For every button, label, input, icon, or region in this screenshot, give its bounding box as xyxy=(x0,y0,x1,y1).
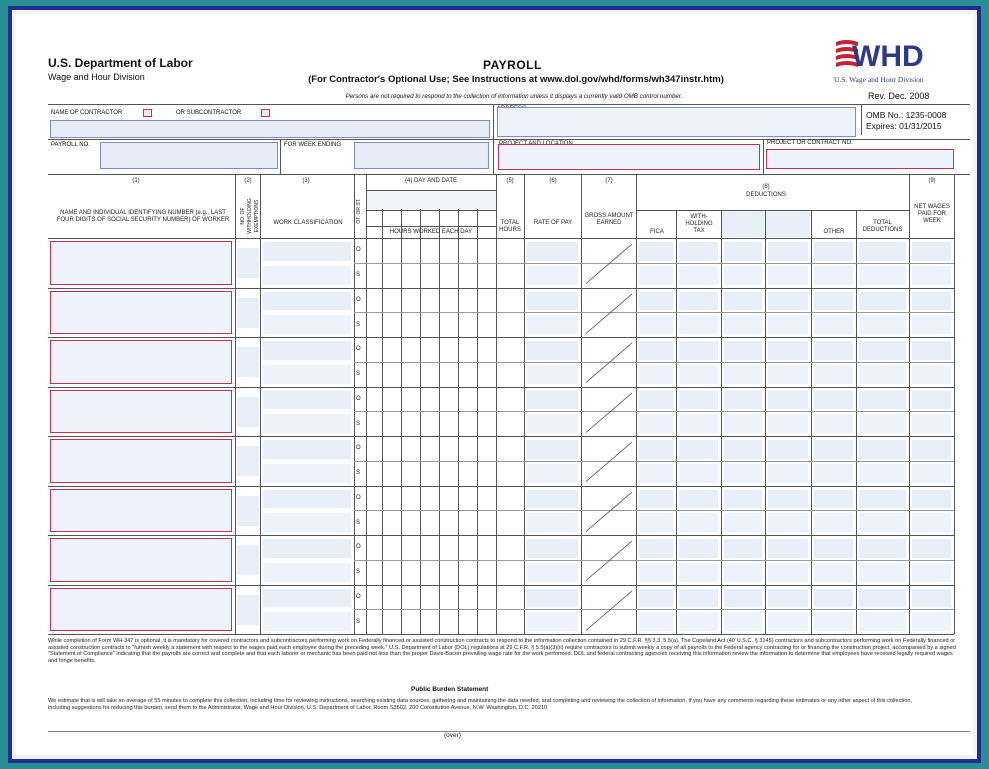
amount-field-s[interactable] xyxy=(639,315,673,334)
os-divider xyxy=(354,362,954,363)
divider xyxy=(280,139,281,174)
gross-amount-diagonal[interactable] xyxy=(582,535,636,585)
amount-field-o[interactable] xyxy=(679,341,718,360)
amount-field-s[interactable] xyxy=(768,513,808,532)
col-sep xyxy=(811,210,812,634)
gross-amount-diagonal[interactable] xyxy=(582,337,636,387)
amount-field-s[interactable] xyxy=(912,315,951,334)
col5-number: (5) xyxy=(506,178,514,184)
amount-field-s[interactable] xyxy=(527,365,578,384)
gross-amount-diagonal[interactable] xyxy=(582,436,636,486)
amount-field-s[interactable] xyxy=(859,266,906,285)
col-sep xyxy=(260,174,261,634)
col-sep xyxy=(676,210,677,634)
amount-field-s[interactable] xyxy=(263,513,351,532)
amount-field-s[interactable] xyxy=(912,365,951,384)
exemptions-field[interactable] xyxy=(237,595,259,625)
amount-field-s[interactable] xyxy=(724,414,762,433)
amount-field-o[interactable] xyxy=(263,341,351,360)
amount-field-s[interactable] xyxy=(263,365,351,384)
document-frame xyxy=(8,6,981,763)
amount-field-o[interactable] xyxy=(679,440,718,459)
amount-field-s[interactable] xyxy=(859,315,906,334)
fica-header: FICA xyxy=(650,229,664,235)
amount-field-o[interactable] xyxy=(768,242,808,261)
col3-header: WORK CLASSIFICATION xyxy=(273,220,343,226)
col8-number: (8) xyxy=(762,184,770,190)
hours-each-day-header: HOURS WORKED EACH DAY xyxy=(389,229,473,235)
os-divider xyxy=(354,312,954,313)
amount-field-o[interactable] xyxy=(768,440,808,459)
amount-field-o[interactable] xyxy=(679,539,718,558)
amount-field-s[interactable] xyxy=(679,513,718,532)
form-title: PAYROLL xyxy=(483,58,542,72)
worker-name-field[interactable] xyxy=(50,241,232,285)
amount-field-o[interactable] xyxy=(263,292,351,311)
amount-field-o[interactable] xyxy=(639,440,673,459)
amount-field-o[interactable] xyxy=(527,242,578,261)
amount-field-s[interactable] xyxy=(814,612,853,631)
os-divider xyxy=(354,263,954,264)
col-sep xyxy=(765,210,766,634)
amount-field-s[interactable] xyxy=(814,513,853,532)
amount-field-s[interactable] xyxy=(724,612,762,631)
amount-field-s[interactable] xyxy=(527,315,578,334)
subcontractor-label: OR SUBCONTRACTOR xyxy=(176,110,242,116)
worker-name-field[interactable] xyxy=(50,588,232,632)
table-bottom xyxy=(48,634,954,635)
exemptions-field[interactable] xyxy=(237,496,259,526)
os-divider xyxy=(354,560,954,561)
amount-field-o[interactable] xyxy=(527,391,578,410)
day-row-sep xyxy=(366,210,496,211)
amount-field-o[interactable] xyxy=(679,242,718,261)
amount-field-s[interactable] xyxy=(859,563,906,582)
ot-st-header: OT. OR ST. xyxy=(356,198,362,224)
amount-field-o[interactable] xyxy=(527,589,578,608)
dept-name: U.S. Department of Labor xyxy=(48,56,193,70)
amount-field-o[interactable] xyxy=(679,292,718,311)
amount-field-s[interactable] xyxy=(263,266,351,285)
ot-label: O xyxy=(356,395,361,402)
divider xyxy=(48,731,970,732)
row-divider xyxy=(48,337,954,338)
amount-field-o[interactable] xyxy=(527,440,578,459)
st-label: S xyxy=(356,272,361,279)
col-sep xyxy=(354,174,355,634)
amount-field-s[interactable] xyxy=(724,266,762,285)
amount-field-o[interactable] xyxy=(859,242,906,261)
exemptions-field[interactable] xyxy=(237,248,259,278)
amount-field-s[interactable] xyxy=(527,464,578,483)
amount-field-s[interactable] xyxy=(814,464,853,483)
week-ending-label: FOR WEEK ENDING xyxy=(284,142,342,148)
worker-name-field[interactable] xyxy=(50,340,232,384)
amount-field-s[interactable] xyxy=(724,365,762,384)
amount-field-o[interactable] xyxy=(859,292,906,311)
amount-field-s[interactable] xyxy=(679,414,718,433)
worker-name-field[interactable] xyxy=(50,489,232,533)
amount-field-o[interactable] xyxy=(768,490,808,509)
amount-field-s[interactable] xyxy=(768,612,808,631)
privacy-notice: Persons are not required to respond to the collection of information unless it displays a currently valid OMB control number. xyxy=(345,93,683,100)
division-name: Wage and Hour Division xyxy=(48,72,145,82)
amount-field-o[interactable] xyxy=(724,589,762,608)
amount-field-s[interactable] xyxy=(263,563,351,582)
contractor-checkbox[interactable] xyxy=(143,109,152,117)
exemptions-field[interactable] xyxy=(237,446,259,476)
amount-field-s[interactable] xyxy=(527,563,578,582)
exemptions-field[interactable] xyxy=(237,397,259,427)
amount-field-o[interactable] xyxy=(724,539,762,558)
amount-field-o[interactable] xyxy=(679,391,718,410)
contractor-name-field[interactable] xyxy=(50,120,490,138)
amount-field-o[interactable] xyxy=(912,539,951,558)
amount-field-s[interactable] xyxy=(527,266,578,285)
amount-field-o[interactable] xyxy=(814,292,853,311)
optional-use-notice: While completion of Form WH-347 is optional, it is mandatory for covered contractors and subcontractors performing work on Federally financed or assisted construction contracts to respond to the information collection contained in 29 C.F.R. §§ 3.3, 5.5(a). The Copeland Act (40 U.S.C. § 3145) contractors and subcontractors performing work on Federally financed or assisted construction contracts to "furnish weekly a statement with respect to the wages paid each employee during the preceding week." U.S. Department of Labor (DOL) regulations at 29 C.F.R. § 5.5(a)(3)(ii) require contractors to submit weekly a copy of all payrolls to the Federal agency contracting for or financing the construction project, accompanied by a signed "Statement of Compliance" indicating that the payrolls are correct and complete and that each laborer or mechanic has been paid not less than the proper Davis-Bacon prevailing wage rate for the work performed. DOL and federal contracting agencies receiving this information review the information to determine that employees have received legally required wages and fringe benefits. xyxy=(48,638,956,664)
amount-field-s[interactable] xyxy=(639,414,673,433)
st-label: S xyxy=(356,321,361,328)
amount-field-s[interactable] xyxy=(263,612,351,631)
day-date-cells[interactable] xyxy=(367,191,496,209)
logo-caption: U.S. Wage and Hour Division xyxy=(834,75,924,84)
amount-field-s[interactable] xyxy=(724,513,762,532)
amount-field-s[interactable] xyxy=(814,315,853,334)
st-label: S xyxy=(356,371,361,378)
exemptions-field[interactable] xyxy=(237,298,259,328)
amount-field-s[interactable] xyxy=(814,563,853,582)
ot-label: O xyxy=(356,445,361,452)
amount-field-s[interactable] xyxy=(724,563,762,582)
burden-statement: We estimate that is will take an average of 55 minutes to complete this collection, including time for reviewing instructions, searching existing data sources, gathering and maintaining the data needed, and completing and reviewing the collection of information. If you have any comments regarding these estimates or any other aspect of this collection, including suggestions for reducing this burden, send them to the Administrator, Wage and Hour Division, U.S. Department of Labor, Room S3502, 200 Constitution Avenue, N.W. Washington, D.C. 20210 xyxy=(48,698,912,711)
amount-field-o[interactable] xyxy=(263,490,351,509)
row-divider xyxy=(48,288,954,289)
star-icon xyxy=(936,45,952,61)
amount-field-s[interactable] xyxy=(912,266,951,285)
amount-field-o[interactable] xyxy=(859,440,906,459)
amount-field-s[interactable] xyxy=(768,365,808,384)
col-sep xyxy=(856,210,857,634)
amount-field-o[interactable] xyxy=(912,391,951,410)
col5-header: TOTAL HOURS xyxy=(499,220,521,233)
amount-field-s[interactable] xyxy=(859,414,906,433)
col-sep xyxy=(524,174,525,634)
worker-name-field[interactable] xyxy=(50,439,232,483)
amount-field-o[interactable] xyxy=(814,440,853,459)
amount-field-s[interactable] xyxy=(814,414,853,433)
amount-field-s[interactable] xyxy=(859,464,906,483)
amount-field-o[interactable] xyxy=(814,539,853,558)
amount-field-o[interactable] xyxy=(527,292,578,311)
amount-field-o[interactable] xyxy=(724,292,762,311)
ot-label: O xyxy=(356,544,361,551)
col6-header: RATE OF PAY xyxy=(533,220,573,226)
form-subtitle: (For Contractor's Optional Use; See Instructions at www.dol.gov/whd/forms/wh347instr.htm) xyxy=(308,74,724,85)
amount-field-o[interactable] xyxy=(912,292,951,311)
deduction-header-blank[interactable] xyxy=(722,211,764,237)
st-label: S xyxy=(356,569,361,576)
omb-number: OMB No.: 1235-0008 xyxy=(866,110,947,120)
amount-field-o[interactable] xyxy=(639,242,673,261)
row-divider xyxy=(48,486,954,487)
total-deductions-header: TOTAL DEDUCTIONS xyxy=(862,220,903,233)
payroll-no-label: PAYROLL NO. xyxy=(51,142,90,148)
amount-field-s[interactable] xyxy=(527,414,578,433)
amount-field-s[interactable] xyxy=(263,464,351,483)
col6-number: (6) xyxy=(549,178,557,184)
revision-date: Rev. Dec. 2008 xyxy=(868,91,930,101)
amount-field-s[interactable] xyxy=(859,365,906,384)
ot-label: O xyxy=(356,296,361,303)
os-divider xyxy=(354,411,954,412)
divider xyxy=(48,104,970,105)
amount-field-s[interactable] xyxy=(814,365,853,384)
col9-number: (9) xyxy=(928,178,936,184)
project-contract-label: PROJECT OR CONTRACT NO. xyxy=(767,140,853,146)
over-label: (over) xyxy=(444,732,461,739)
divider xyxy=(763,139,764,174)
ot-label: O xyxy=(356,247,361,254)
table-header-bottom xyxy=(48,238,954,239)
deduction-header-blank[interactable] xyxy=(766,211,810,237)
amount-field-o[interactable] xyxy=(859,589,906,608)
amount-field-s[interactable] xyxy=(768,563,808,582)
amount-field-s[interactable] xyxy=(724,315,762,334)
amount-field-s[interactable] xyxy=(639,464,673,483)
amount-field-o[interactable] xyxy=(639,292,673,311)
amount-field-o[interactable] xyxy=(768,292,808,311)
col8-header: DEDUCTIONS xyxy=(746,192,786,198)
col-sep xyxy=(235,174,236,634)
amount-field-s[interactable] xyxy=(679,315,718,334)
row-divider xyxy=(48,535,954,536)
amount-field-s[interactable] xyxy=(527,612,578,631)
st-label: S xyxy=(356,618,361,625)
amount-field-s[interactable] xyxy=(679,266,718,285)
amount-field-o[interactable] xyxy=(768,391,808,410)
amount-field-s[interactable] xyxy=(679,563,718,582)
amount-field-s[interactable] xyxy=(639,563,673,582)
amount-field-s[interactable] xyxy=(639,513,673,532)
amount-field-o[interactable] xyxy=(814,242,853,261)
amount-field-o[interactable] xyxy=(263,391,351,410)
st-label: S xyxy=(356,519,361,526)
amount-field-s[interactable] xyxy=(724,464,762,483)
worker-name-field[interactable] xyxy=(50,291,232,335)
amount-field-s[interactable] xyxy=(768,414,808,433)
ot-label: O xyxy=(356,346,361,353)
amount-field-s[interactable] xyxy=(912,464,951,483)
amount-field-o[interactable] xyxy=(814,391,853,410)
gross-amount-diagonal[interactable] xyxy=(582,486,636,536)
amount-field-o[interactable] xyxy=(859,490,906,509)
payroll-form xyxy=(16,14,973,755)
os-divider xyxy=(354,461,954,462)
amount-field-o[interactable] xyxy=(724,490,762,509)
amount-field-o[interactable] xyxy=(724,341,762,360)
row-divider xyxy=(48,436,954,437)
amount-field-o[interactable] xyxy=(814,341,853,360)
col7-number: (7) xyxy=(605,178,613,184)
amount-field-s[interactable] xyxy=(768,266,808,285)
col-sep xyxy=(636,174,637,634)
col2-number: (2) xyxy=(244,178,252,184)
gross-amount-diagonal[interactable] xyxy=(582,585,636,635)
amount-field-o[interactable] xyxy=(912,490,951,509)
amount-field-o[interactable] xyxy=(814,490,853,509)
col-sep xyxy=(909,174,910,634)
amount-field-s[interactable] xyxy=(768,315,808,334)
project-location-field[interactable] xyxy=(498,144,760,170)
amount-field-o[interactable] xyxy=(724,440,762,459)
amount-field-o[interactable] xyxy=(724,242,762,261)
amount-field-o[interactable] xyxy=(679,589,718,608)
amount-field-o[interactable] xyxy=(912,440,951,459)
col1-number: (1) xyxy=(132,178,140,184)
withholding-header: WITH- HOLDING TAX xyxy=(685,214,713,234)
amount-field-s[interactable] xyxy=(263,414,351,433)
amount-field-o[interactable] xyxy=(859,539,906,558)
amount-field-s[interactable] xyxy=(527,513,578,532)
amount-field-o[interactable] xyxy=(912,242,951,261)
address-field[interactable] xyxy=(497,107,856,137)
gross-amount-diagonal[interactable] xyxy=(582,238,636,288)
amount-field-s[interactable] xyxy=(912,612,951,631)
os-divider xyxy=(354,609,954,610)
col3-number: (3) xyxy=(302,178,310,184)
other-header: OTHER xyxy=(823,229,845,235)
amount-field-o[interactable] xyxy=(639,539,673,558)
amount-field-s[interactable] xyxy=(912,513,951,532)
amount-field-o[interactable] xyxy=(724,391,762,410)
amount-field-o[interactable] xyxy=(912,589,951,608)
amount-field-o[interactable] xyxy=(527,341,578,360)
amount-field-o[interactable] xyxy=(768,589,808,608)
amount-field-s[interactable] xyxy=(912,414,951,433)
amount-field-o[interactable] xyxy=(639,341,673,360)
gross-amount-diagonal[interactable] xyxy=(582,387,636,437)
amount-field-s[interactable] xyxy=(814,266,853,285)
st-label: S xyxy=(356,470,361,477)
worker-name-field[interactable] xyxy=(50,538,232,582)
week-ending-field[interactable] xyxy=(354,142,489,169)
logo-text: WHD xyxy=(852,40,924,73)
col2-header: NO. OF WITHHOLDING EXEMPTIONS xyxy=(240,198,260,234)
amount-field-o[interactable] xyxy=(527,490,578,509)
col-sep xyxy=(366,174,367,634)
amount-field-o[interactable] xyxy=(263,589,351,608)
amount-field-s[interactable] xyxy=(768,464,808,483)
amount-field-o[interactable] xyxy=(814,589,853,608)
subcontractor-checkbox[interactable] xyxy=(261,109,270,117)
table-top xyxy=(48,174,970,175)
row-divider xyxy=(48,585,954,586)
amount-field-o[interactable] xyxy=(768,341,808,360)
ot-label: O xyxy=(356,494,361,501)
contractor-label: NAME OF CONTRACTOR xyxy=(51,110,123,116)
whd-logo xyxy=(836,36,956,74)
amount-field-o[interactable] xyxy=(639,391,673,410)
col-sep xyxy=(721,210,722,634)
amount-field-o[interactable] xyxy=(639,589,673,608)
amount-field-s[interactable] xyxy=(639,612,673,631)
day-row-sep xyxy=(366,226,496,227)
amount-field-o[interactable] xyxy=(263,539,351,558)
amount-field-s[interactable] xyxy=(639,365,673,384)
amount-field-o[interactable] xyxy=(527,539,578,558)
amount-field-o[interactable] xyxy=(639,490,673,509)
amount-field-s[interactable] xyxy=(859,513,906,532)
amount-field-o[interactable] xyxy=(859,341,906,360)
amount-field-o[interactable] xyxy=(859,391,906,410)
st-label: S xyxy=(356,420,361,427)
col1-header: NAME AND INDIVIDUAL IDENTIFYING NUMBER (e.g., LAST FOUR DIGITS OF SOCIAL SECURITY NUMBER) OF WORKER xyxy=(56,210,230,223)
amount-field-s[interactable] xyxy=(679,365,718,384)
ot-label: O xyxy=(356,593,361,600)
col4-header: (4) DAY AND DATE xyxy=(404,178,457,184)
payroll-no-field[interactable] xyxy=(100,142,278,169)
amount-field-s[interactable] xyxy=(912,563,951,582)
amount-field-o[interactable] xyxy=(679,490,718,509)
amount-field-s[interactable] xyxy=(859,612,906,631)
os-divider xyxy=(354,510,954,511)
col-sep xyxy=(954,174,955,634)
burden-title: Public Burden Statement xyxy=(411,686,489,693)
row-divider xyxy=(48,387,954,388)
amount-field-o[interactable] xyxy=(912,341,951,360)
amount-field-o[interactable] xyxy=(263,242,351,261)
omb-expires: Expires: 01/31/2015 xyxy=(866,121,942,131)
amount-field-s[interactable] xyxy=(679,464,718,483)
amount-field-o[interactable] xyxy=(768,539,808,558)
exemptions-field[interactable] xyxy=(237,545,259,575)
col7-header: GROSS AMOUNT EARNED xyxy=(584,213,634,226)
exemptions-field[interactable] xyxy=(237,347,259,377)
project-contract-field[interactable] xyxy=(766,149,954,169)
gross-amount-diagonal[interactable] xyxy=(582,288,636,338)
amount-field-s[interactable] xyxy=(639,266,673,285)
worker-name-field[interactable] xyxy=(50,390,232,434)
col9-header: NET WAGES PAID FOR WEEK xyxy=(914,204,950,224)
amount-field-s[interactable] xyxy=(263,315,351,334)
col-sep xyxy=(496,174,497,634)
amount-field-o[interactable] xyxy=(263,440,351,459)
amount-field-s[interactable] xyxy=(679,612,718,631)
